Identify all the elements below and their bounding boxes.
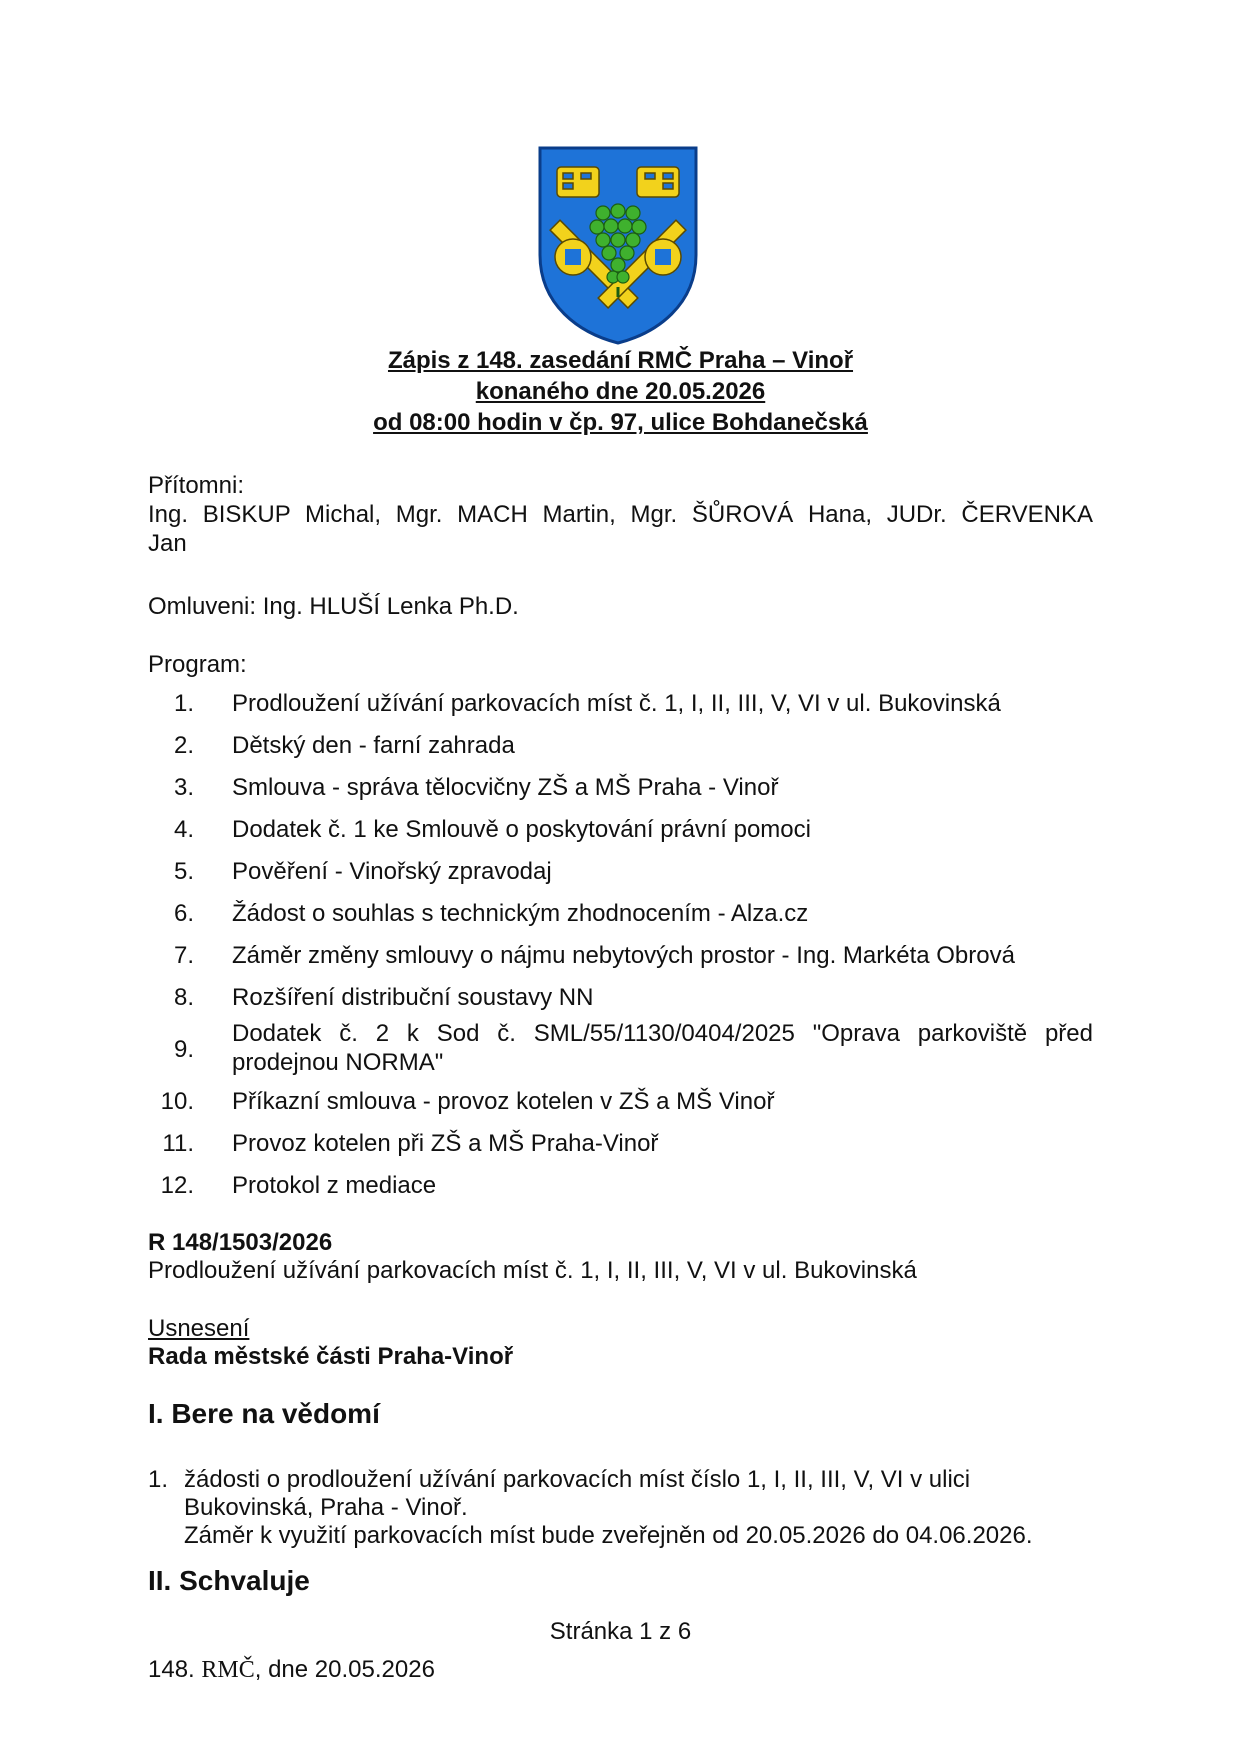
footer-meeting-date (148, 1656, 435, 1684)
program-item-number: 7. (173, 942, 194, 969)
acknowledge-item (148, 1466, 1093, 1550)
council-name: Rada městské části Praha-Vinoř (148, 1343, 514, 1370)
program-item (148, 1019, 1093, 1081)
resolution-number: R 148/1503/2026 (148, 1229, 333, 1256)
usneseni-label: Usnesení (148, 1315, 250, 1342)
program-item (148, 851, 1093, 893)
title-line-1: Zápis z 148. zasedání RMČ Praha – Vinoř (387, 347, 854, 374)
program-item-text: Příkazní smlouva - provoz kotelen v ZŠ a MŠ Vinoř (232, 1088, 775, 1115)
acknowledge-item-line-3: Záměr k využití parkovacích míst bude zveřejněn od 20.05.2026 do 04.06.2026. (184, 1522, 1033, 1549)
program-item-text: Provoz kotelen při ZŠ a MŠ Praha-Vinoř (232, 1130, 659, 1157)
program-label: Program: (148, 651, 247, 678)
program-item (148, 1165, 1093, 1207)
section-heading-acknowledges: I. Bere na vědomí (148, 1398, 380, 1429)
page-indicator: Stránka 1 z 6 (549, 1618, 692, 1645)
program-item (148, 1123, 1093, 1165)
program-item-text: Smlouva - správa tělocvičny ZŠ a MŠ Praha - Vinoř (232, 774, 779, 801)
program-item (148, 977, 1093, 1019)
program-item-text: Dodatek č. 1 ke Smlouvě o poskytování právní pomoci (232, 816, 811, 843)
program-item-text: Žádost o souhlas s technickým zhodnocením - Alza.cz (232, 900, 809, 927)
program-item-text: Protokol z mediace (232, 1172, 437, 1199)
section-heading-approves: II. Schvaluje (148, 1565, 310, 1596)
present-names-cont: Jan (148, 530, 187, 557)
program-item-number: 1. (173, 690, 194, 717)
program-item-number: 5. (173, 858, 194, 885)
program-item (148, 893, 1093, 935)
footer-rmc: RMČ (201, 1657, 255, 1683)
present-names: Ing. BISKUP Michal, Mgr. MACH Martin, Mgr. ŠŮROVÁ Hana, JUDr. ČERVENKA (148, 501, 1093, 528)
program-item-text: Rozšíření distribuční soustavy NN (232, 984, 594, 1011)
program-item-number: 12. (160, 1172, 194, 1199)
program-item-number: 2. (173, 732, 194, 759)
program-item (148, 809, 1093, 851)
acknowledge-item-line-1: žádosti o prodloužení užívání parkovacích míst číslo 1, I, II, III, V, VI v ulici (184, 1466, 971, 1493)
footer-date: , dne 20.05.2026 (254, 1656, 435, 1683)
program-item (148, 935, 1093, 977)
program-item-text: Záměr změny smlouvy o nájmu nebytových prostor - Ing. Markéta Obrová (232, 942, 1015, 969)
program-item-number: 9. (173, 1036, 194, 1063)
program-item (148, 767, 1093, 809)
program-item-text: Dodatek č. 2 k Sod č. SML/55/1130/0404/2025 "Oprava parkoviště před prodejnou NORMA" (232, 1020, 1093, 1076)
program-item-number: 8. (173, 984, 194, 1011)
present-label: Přítomni: (148, 472, 245, 499)
document-title (0, 345, 1241, 438)
program-item-number: 6. (173, 900, 194, 927)
program-item-number: 10. (160, 1088, 194, 1115)
title-line-2: konaného dne 20.05.2026 (475, 378, 766, 405)
acknowledge-item-line-2: Bukovinská, Praha - Vinoř. (184, 1494, 468, 1521)
footer-meeting-number: 148. (148, 1656, 195, 1683)
excused-line: Omluveni: Ing. HLUŠÍ Lenka Ph.D. (148, 593, 519, 620)
program-item-number: 4. (173, 816, 194, 843)
program-item-number: 11. (162, 1130, 194, 1157)
program-item-text: Pověření - Vinořský zpravodaj (232, 858, 552, 885)
program-list (148, 683, 1093, 1207)
program-item (148, 683, 1093, 725)
program-item (148, 725, 1093, 767)
resolution-subject: Prodloužení užívání parkovacích míst č. 1, I, II, III, V, VI v ul. Bukovinská (148, 1257, 917, 1284)
program-item-text: Dětský den - farní zahrada (232, 732, 515, 759)
program-item (148, 1081, 1093, 1123)
title-line-3: od 08:00 hodin v čp. 97, ulice Bohdanečská (373, 409, 868, 436)
acknowledge-item-number: 1. (148, 1466, 169, 1493)
coat-of-arms-icon (537, 145, 699, 345)
program-item-number: 3. (173, 774, 194, 801)
program-item-text: Prodloužení užívání parkovacích míst č. 1, I, II, III, V, VI v ul. Bukovinská (232, 690, 1001, 717)
